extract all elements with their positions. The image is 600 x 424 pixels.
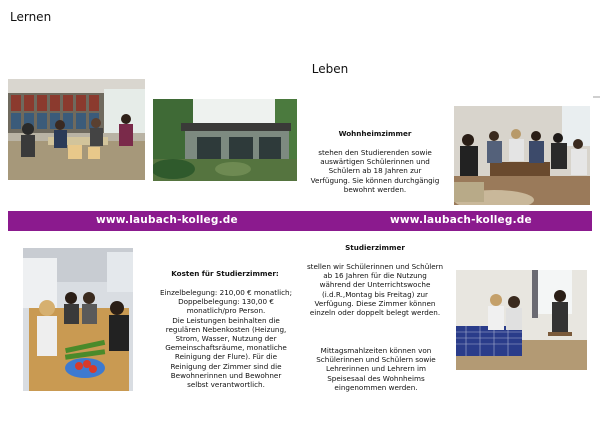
text-line: auswärtigen Schülerinnen und bbox=[320, 157, 430, 167]
text-line: Strom, Wasser, Nutzung der bbox=[175, 334, 277, 344]
text-line: stehen den Studierenden sowie bbox=[318, 148, 432, 157]
studier-text bbox=[296, 262, 454, 317]
text-line: Mittagsmahlzeiten können von bbox=[320, 346, 432, 355]
text-line: Einzelbelegung: 210,00 € monatlich; bbox=[159, 288, 293, 297]
text-line: Reinigung der Flure). Für die bbox=[174, 352, 278, 362]
house-photo bbox=[153, 99, 297, 181]
website-link-right[interactable]: www.laubach-kolleg.de bbox=[390, 214, 532, 226]
text-line: Schülern ab 18 Jahren zur bbox=[328, 166, 422, 176]
heading-lernen: Lernen bbox=[10, 10, 52, 24]
text-line: regulären Nebenkosten (Heizung, bbox=[165, 324, 287, 334]
text-line: Bewohnerinnen und Bewohner bbox=[170, 370, 282, 380]
website-banner bbox=[8, 211, 592, 231]
text-line: stellen wir Schülerinnen und Schülern bbox=[306, 262, 444, 271]
text-line: Doppelbelegung: 130,00 € bbox=[178, 297, 274, 307]
student-room-photo bbox=[456, 270, 587, 370]
text-line: Verfügung. Diese Zimmer können bbox=[314, 298, 436, 308]
text-line: Reinigung der Zimmer sind die bbox=[170, 361, 282, 371]
wohnheim-title: Wohnheimzimmer bbox=[338, 129, 412, 138]
text-line: (i.d.R.,Montag bis Freitag) zur bbox=[321, 289, 429, 299]
text-line: bewohnt werden. bbox=[343, 184, 407, 194]
text-line: Schülerinnen und Schülern sowie bbox=[316, 355, 436, 365]
text-line: ab 16 Jahren für die Nutzung bbox=[323, 271, 427, 281]
kosten-text bbox=[148, 288, 304, 389]
kitchen-photo bbox=[23, 248, 133, 391]
text-line: monatlich/pro Person. bbox=[186, 306, 266, 316]
page-edge-mark bbox=[593, 96, 600, 98]
text-line: selbst verantwortlich. bbox=[187, 380, 265, 390]
text-line: Speisesaal des Wohnheims bbox=[327, 373, 425, 383]
heading-leben: Leben bbox=[311, 62, 349, 76]
text-line: Lehrerinnen und Lehrern im bbox=[325, 364, 427, 374]
mittag-text bbox=[306, 346, 446, 392]
text-line: einzeln oder doppelt belegt werden. bbox=[309, 308, 441, 318]
common-room-photo bbox=[454, 106, 590, 205]
text-line: Verfügung. Sie können durchgängig bbox=[310, 175, 440, 185]
text-line: Gemeinschaftsräume, monatliche bbox=[165, 343, 287, 353]
text-line: während der Unterrichtswoche bbox=[319, 280, 431, 290]
library-photo bbox=[8, 79, 145, 180]
text-line: eingenommen werden. bbox=[334, 382, 418, 392]
kosten-title: Kosten für Studierzimmer: bbox=[171, 269, 279, 278]
text-line: Die Leistungen beinhalten die bbox=[172, 315, 280, 325]
studier-title: Studierzimmer bbox=[345, 243, 405, 252]
wohnheim-text bbox=[302, 148, 448, 194]
website-link-left[interactable]: www.laubach-kolleg.de bbox=[96, 214, 238, 226]
